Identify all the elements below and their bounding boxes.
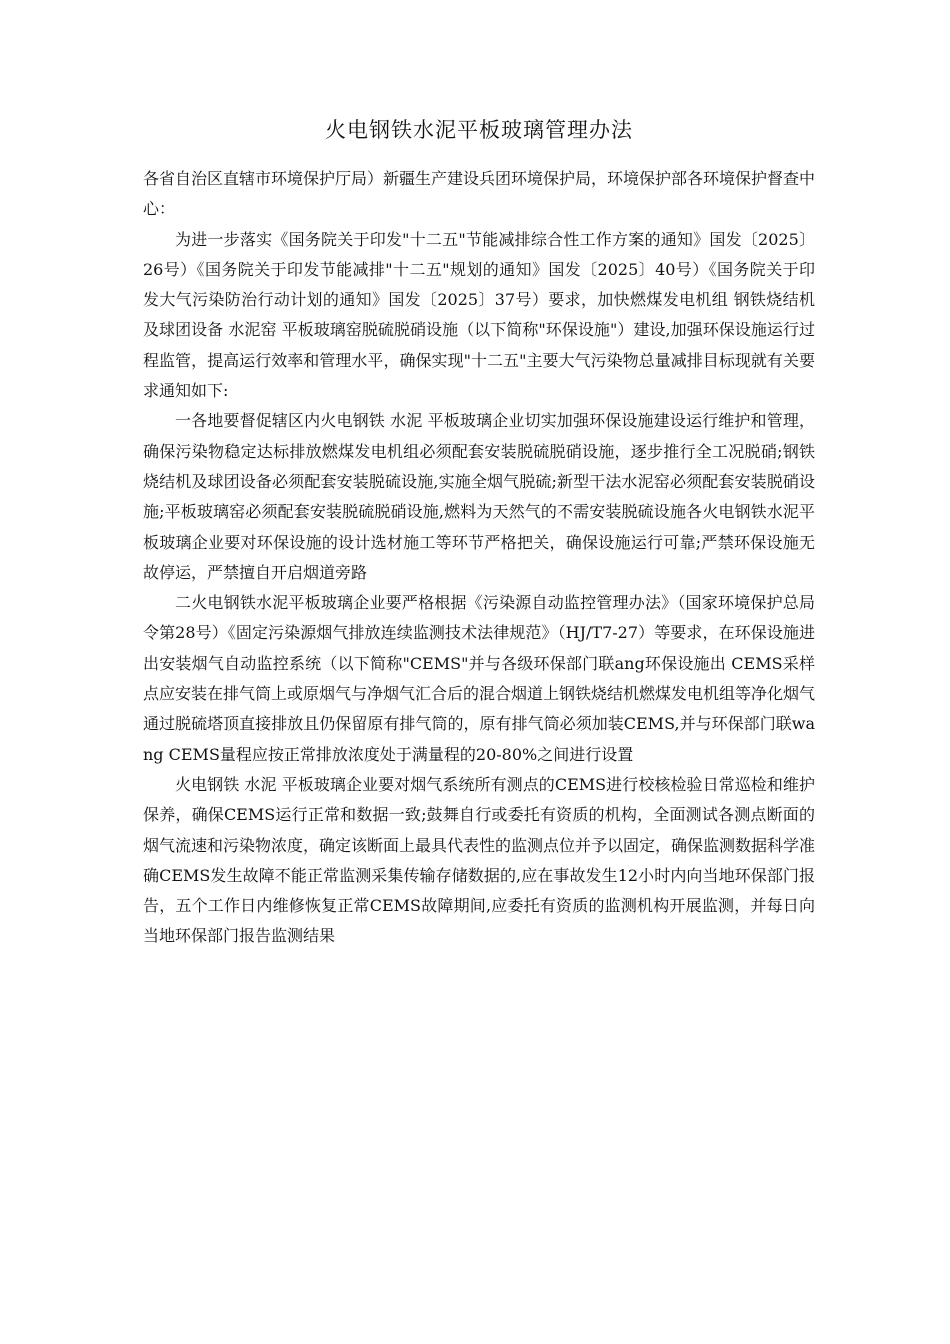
paragraph-addressee: 各省自治区直辖市环境保护厅局）新疆生产建设兵团环境保护局，环境保护部各环境保护督查中心： [143, 169, 816, 219]
paragraph-item-3: 火电钢铁 水泥 平板玻璃企业要对烟气系统所有测点的CEMS进行校核检验日常巡检和维护保养，确保CEMS运行正常和数据一致;鼓舞自行或委托有资质的机构，全面测试各测点断面的烟气流速和污染物浓度，确定该断面上最具代表性的监测点位并予以固定，确保监测数据科学准确CEMS发生故障不能正常监测采集传输存储数据的,应在事故发生12小时内向当地环保部门报告，五个工作日内维修恢复正常CEMS故障期间,应委托有资质的监测机构开展监测，并每日向当地环保部门报告监测结果 [143, 774, 816, 946]
paragraph-item-2: 二火电钢铁水泥平板玻璃企业要严格根据《污染源自动监控管理办法》（国家环境保护总局令第28号）《固定污染源烟气排放连续监测技术法律规范》（HJ/T7-27）等要求，在环保设施进出安装烟气自动监控系统（以下简称"CEMS"并与各级环保部门联ang环保设施出 CEMS采样点应安装在排气筒上或原烟气与净烟气汇合后的混合烟道上钢铁烧结机燃煤发电机组等净化烟气通过脱硫塔顶直接排放且仍保留原有排气筒的，原有排气筒必须加装CEMS,并与环保部门联wang CEMS量程应按正常排放浓度处于满量程的20-80%之间进行设置 [143, 593, 816, 764]
document-page [143, 112, 815, 952]
paragraph-intro: 为进一步落实《国务院关于印发"十二五"节能减排综合性工作方案的通知》国发〔2025〕26号）《国务院关于印发节能减排"十二五"规划的通知》国发〔2025〕40号）《国务院关于印发大气污染防治行动计划的通知》国发〔2025〕37号）要求，加快燃煤发电机组 钢铁烧结机及球团设备 水泥窑 平板玻璃窑脱硫脱硝设施（以下简称"环保设施"）建设,加强环保设施运行过程监管，提高运行效率和管理水平，确保实现"十二五"主要大气污染物总量减排目标现就有关要求通知如下: [143, 229, 815, 401]
document-title: 火电钢铁水泥平板玻璃管理办法 [325, 118, 633, 142]
paragraph-item-1: 一各地要督促辖区内火电钢铁 水泥 平板玻璃企业切实加强环保设施建设运行维护和管理，确保污染物稳定达标排放燃煤发电机组必须配套安装脱硫脱硝设施，逐步推行全工况脱硝;钢铁烧结机及球团设备必须配套安装脱硫设施,实施全烟气脱硫;新型干法水泥窑必须配套安装脱硝设施;平板玻璃窑必须配套安装脱硫脱硝设施,燃料为天然气的不需安装脱硫设施各火电钢铁水泥平板玻璃企业要对环保设施的设计选材施工等环节严格把关，确保设施运行可靠;严禁环保设施无故停运，严禁擅自开启烟道旁路 [143, 411, 815, 582]
